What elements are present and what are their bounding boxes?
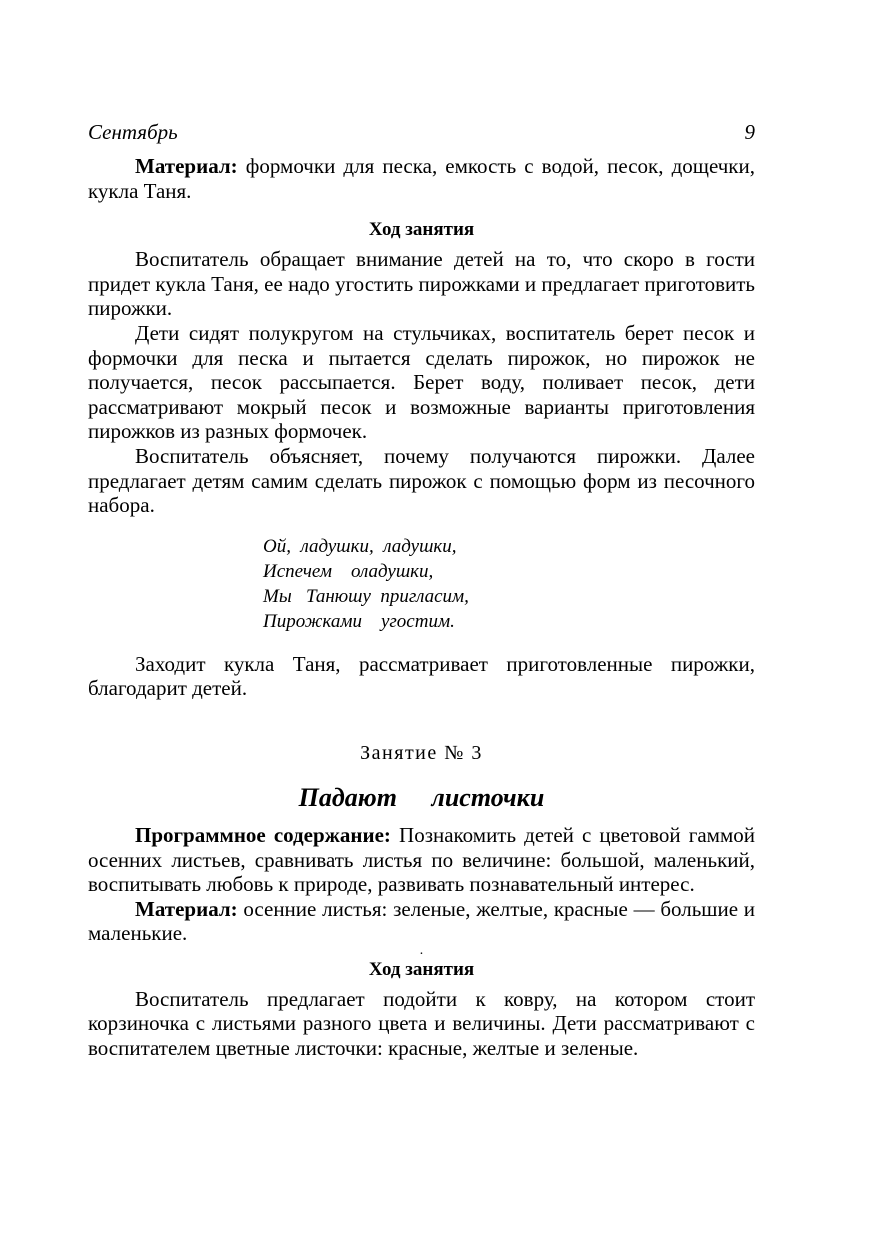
paragraph: Заходит кукла Таня, рассматривает приготовленные пирожки, благодарит детей. (88, 651, 755, 701)
material-text: осенние листья: зеленые, желтые, красные — большие и маленькие. (88, 896, 755, 946)
material-label: Материал: (135, 154, 238, 178)
program-label: Программное содержание: (135, 822, 391, 847)
program-paragraph (88, 823, 755, 897)
material-label: Материал: (135, 896, 238, 921)
material-text: формочки для песка, емкость с водой, песок, дощечки, кукла Таня. (88, 154, 755, 203)
poem-line: Мы Танюшу пригласим, (263, 585, 469, 607)
running-head-month: Сентябрь (88, 120, 178, 144)
material-paragraph (88, 154, 755, 203)
section-heading: Ход занятия (368, 219, 475, 241)
section-heading: Ход занятия (368, 958, 475, 980)
poem-line: Ой, ладушки, ладушки, (263, 535, 457, 557)
lesson-title: Падают листочки (298, 782, 545, 812)
paragraph: Дети сидят полукругом на стульчиках, воспитатель берет песок и формочки для песка и пытается сделать пирожок, но пирожок не получается, песок рассыпается. Берет воду, поливает песок, дети рассматривают мокрый песок и возможные варианты приготовления пирожков из разных формочек. (88, 320, 755, 444)
paragraph: Воспитатель предлагает подойти к ковру, на котором стоит корзиночка с листьями разного цвета и величины. Дети рассматривают с воспитателем цветные листочки: красные, желтые и зеленые. (88, 986, 755, 1061)
paragraph: Воспитатель обращает внимание детей на то, что скоро в гости придет кукла Таня, ее надо угостить пирожками и предлагает приготовить пирожки. (88, 247, 755, 321)
program-text: Познакомить детей с цветовой гаммой осенних листьев, сравнивать листья по величине: большой, маленький, воспитывать любовь к природе, развивать познавательный интерес. (88, 822, 755, 897)
material-paragraph (88, 897, 755, 946)
book-page (88, 118, 755, 1061)
running-head (88, 118, 755, 146)
paragraph: Воспитатель объясняет, почему получаются пирожки. Далее предлагает детям самим сделать пирожок с помощью форм из песочного набора. (88, 443, 755, 518)
poem (263, 534, 755, 634)
poem-line: Пирожками угостим. (263, 610, 455, 632)
stray-dot-mark: · (419, 946, 424, 962)
page-number: 9 (744, 120, 755, 144)
poem-line: Испечем оладушки, (263, 560, 434, 582)
lesson-number: Занятие № 3 (360, 741, 483, 764)
